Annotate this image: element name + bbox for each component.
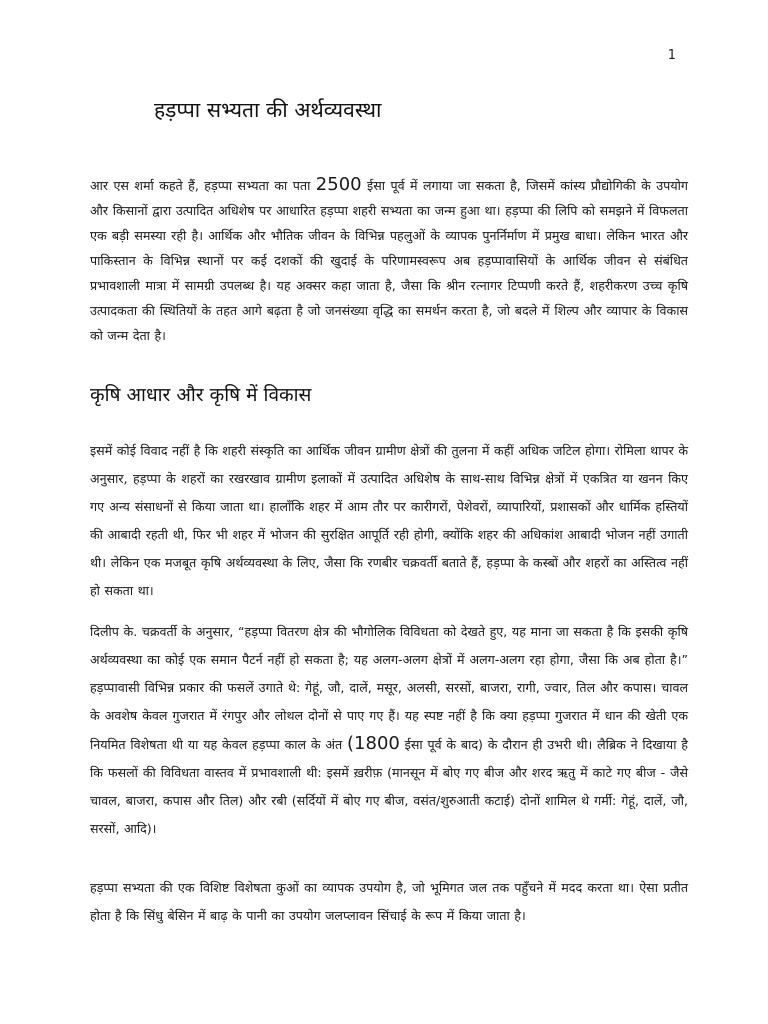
page-title: हड़प्पा सभ्यता की अर्थव्यवस्था [154, 98, 382, 122]
year-2500: 2500 [315, 174, 362, 195]
year-1800: (1800 [347, 733, 400, 754]
paragraph-agriculture: इसमें कोई विवाद नहीं है कि शहरी संस्कृति का आर्थिक जीवन ग्रामीण क्षेत्रों की तुलना में कहीं अधिक जटिल होगा। रोमिला थापर के अनुसार, हड़प्पा के शहरों का रखरखाव ग्रामीण इलाकों में उत्पादित अधिशेष के साथ-साथ विभिन्न क्षेत्रों में एकत्रित या खनन किए गए अन्य संसाधनों से किया जाता था। हालाँकि शहर में आम तौर पर कारीगरों, पेशेवरों, व्यापारियों, प्रशासकों और धार्मिक हस्तियों की आबादी रहती थी, फिर भी शहर में भोजन की सुरक्षित आपूर्ति रही होगी, क्योंकि शहर की अधिकांश आबादी भोजन नहीं उगाती थी। लेकिन एक मजबूत कृषि अर्थव्यवस्था के लिए, जैसा कि रणबीर चक्रवर्ती बताते हैं, हड़प्पा के कस्बों और शहरों का अस्तित्व नहीं हो सकता था। [90, 443, 688, 598]
paragraph-crops-before: दिलीप के. चक्रवर्ती के अनुसार, “हड़प्पा वितरण क्षेत्र की भौगोलिक विविधता को देखते हुए, यह माना जा सकता है कि इसकी कृषि अर्थव्यवस्था का कोई एक समान पैटर्न नहीं हो सकता है; यह अलग-अलग क्षेत्रों में अलग-अलग रहा होगा, जैसा कि अब होता है।” हड़प्पावासी विभिन्न प्रकार की फसलें उगाते थे: गेहूं, जौ, दालें, मसूर, अलसी, सरसों, बाजरा, रागी, ज्वार, तिल और कपास। चावल के अवशेष केवल गुजरात में रंगपुर और लोथल दोनों से पाए गए हैं। यह स्पष्ट नहीं है कि क्या हड़प्पा गुजरात में धान की खेती एक नियमित विशेषता थी या यह केवल हड़प्पा काल के अंत [90, 624, 688, 752]
paragraph-intro-before: आर एस शर्मा कहते हैं, हड़प्पा सभ्यता का पता [90, 178, 316, 193]
section-heading-agriculture: कृषि आधार और कृषि में विकास [90, 384, 312, 406]
paragraph-intro [90, 172, 688, 348]
paragraph-intro-after: ईसा पूर्व में लगाया जा सकता है, जिसमें कांस्य प्रौद्योगिकी के उपयोग और किसानों द्वारा उत्पादित अधिशेष पर आधारित हड़प्पा शहरी सभ्यता का जन्म हुआ था। हड़प्पा की लिपि को समझने में विफलता एक बड़ी समस्या रही है। आर्थिक और भौतिक जीवन के विभिन्न पहलुओं के व्यापक पुनर्निर्माण में प्रमुख बाधा। लेकिन भारत और पाकिस्तान के विभिन्न स्थानों पर कई दशकों की खुदाई के परिणामस्वरूप अब हड़प्पावासियों के आर्थिक जीवन से संबंधित प्रभावशाली मात्रा में सामग्री उपलब्ध है। यह अक्सर कहा जाता है, जैसा कि श्रीन रत्नागर टिप्पणी करते हैं, शहरीकरण उच्च कृषि उत्पादकता की स्थितियों के तहत आगे बढ़ता है जो जनसंख्या वृद्धि का समर्थन करता है, जो बदले में शिल्प और व्यापार के विकास को जन्म देता है। [90, 178, 688, 343]
paragraph-crops-after: ईसा पूर्व के बाद) के दौरान ही उभरी थी। लैब्रिक ने दिखाया है कि फसलों की विविधता वास्तव में प्रभावशाली थी: इसमें ख़रीफ़ (मानसून में बोए गए बीज और शरद ऋतु में काटे गए बीज - जैसे चावल, बाजरा, कपास और तिल) और रबी (सर्दियों में बोए गए बीज, वसंत/शुरुआती कटाई) दोनों शामिल थे गर्मी: गेहूं, दालें, जौ, सरसों, आदि)। [90, 737, 688, 836]
paragraph-crops [90, 618, 688, 843]
page-number: 1 [667, 48, 676, 63]
paragraph-wells: हड़प्पा सभ्यता की एक विशिष्ट विशेषता कुओं का व्यापक उपयोग है, जो भूमिगत जल तक पहुँचने में मदद करता था। ऐसा प्रतीत होता है कि सिंधु बेसिन में बाढ़ के पानी का उपयोग जलप्लावन सिंचाई के रूप में किया जाता है। [90, 880, 688, 923]
